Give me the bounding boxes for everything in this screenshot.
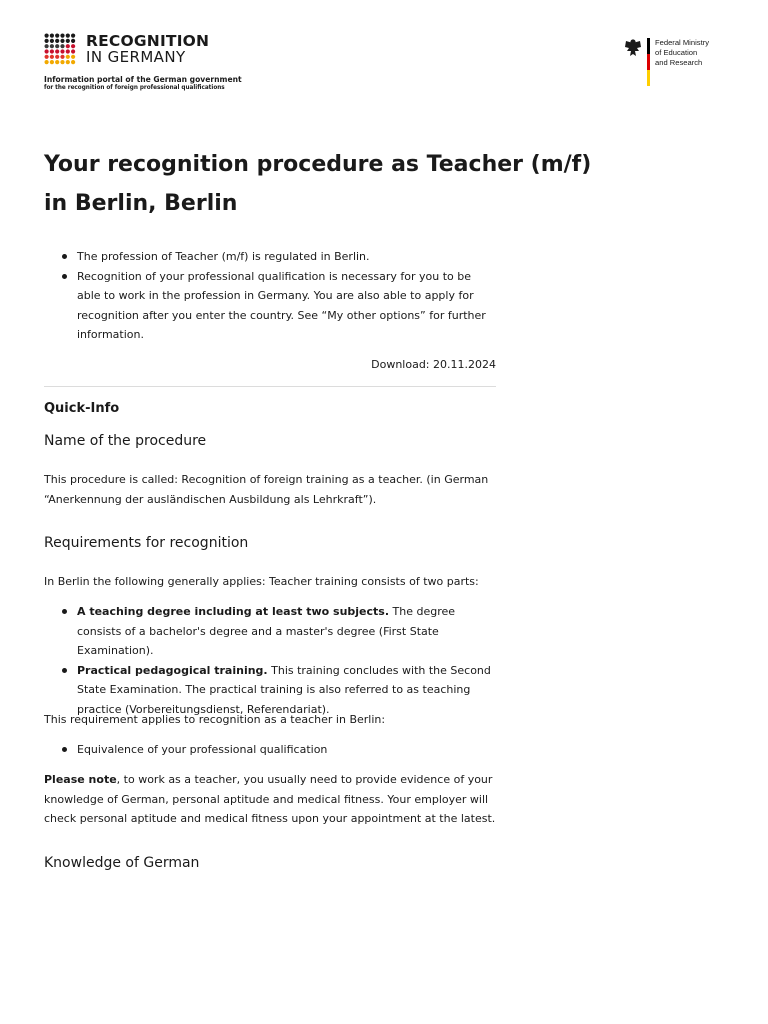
intro-list [44,247,496,345]
quick-info-heading: Quick-Info [44,401,120,416]
please-note-text: , to work as a teacher, you usually need to provide evidence of your knowledge of German, personal aptitude and medical fitness. Your employer will check personal aptitude and medical fitness upon your appointment at the latest. [44,773,496,825]
logo-dot [71,39,75,43]
logo-dot [71,49,75,53]
logo-dot [50,39,54,43]
logo-dot [45,55,49,59]
requirement-title: A teaching degree including at least two subjects. [77,605,390,618]
logo-dot [66,44,70,48]
logo-dot [60,39,64,43]
ministry-name-line: Federal Ministry [655,38,710,47]
logo-dot [50,34,54,38]
list-item: The profession of Teacher (m/f) is regulated in Berlin. [44,247,496,267]
logo-dot [71,60,75,64]
logo-dot [45,60,49,64]
please-note-paragraph [44,770,496,829]
procedure-name-heading: Name of the procedure [44,433,207,449]
logo-dot [55,60,59,64]
list-item: Recognition of your professional qualification is necessary for you to be able to work in the profession in Germany. You are also able to apply for recognition after you enter the country. See “My other options” for further information. [44,267,496,345]
logo-dot [66,55,70,59]
logo-subtitle: IN GERMANY [86,48,186,66]
dot-grid-icon [44,33,76,65]
procedure-name-text: This procedure is called: Recognition of foreign training as a teacher. (in German “Anerkennung der ausländischen Ausbildung als Lehrkraft”). [44,473,489,506]
page-title-line: in Berlin, Berlin [44,191,238,216]
ministry-logo[interactable] [620,36,730,88]
logo-dot [66,39,70,43]
logo-dot [55,44,59,48]
logo-dot [60,55,64,59]
logo-dot [45,39,49,43]
logo-dot [55,55,59,59]
logo-dot [60,44,64,48]
section-divider [44,386,496,387]
logo-dot [50,55,54,59]
logo-tagline-sub: for the recognition of foreign professional qualifications [44,85,225,91]
logo-dot [60,34,64,38]
requirements-list [44,602,502,719]
download-date: Download: 20.11.2024 [371,358,496,371]
page-title-line: Your recognition procedure as Teacher (m/f) [44,152,592,177]
requirements-heading: Requirements for recognition [44,535,249,551]
ministry-name-line: of Education [655,48,698,57]
german-flag-bar [647,38,650,86]
applies-list [44,740,496,760]
logo-dot [55,49,59,53]
logo-title: RECOGNITION [86,32,210,50]
logo-dot [45,49,49,53]
logo-dot [71,44,75,48]
knowledge-of-german-heading: Knowledge of German [44,855,200,871]
logo-dot [66,34,70,38]
please-note-label: Please note [44,773,117,786]
list-item: Equivalence of your professional qualification [44,740,496,760]
requirement-text: This training concludes with the Second State Examination. The practical training is also referred to as teaching practice (Vorbereitungsdienst, Referendariat). [77,663,491,716]
logo-dot [50,60,54,64]
page-header [0,0,768,110]
ministry-name [655,38,709,68]
applies-text: This requirement applies to recognition as a teacher in Berlin: [44,713,386,726]
requirement-title: Practical pedagogical training. [77,663,268,677]
logo-tagline-main: Information portal of the German government [44,75,242,84]
list-item [44,602,502,661]
requirements-intro: In Berlin the following generally applies: Teacher training consists of two parts: [44,575,479,588]
logo-dot [71,34,75,38]
logo-dot [50,44,54,48]
logo-dot [50,49,54,53]
logo-dot [55,39,59,43]
logo-dot [45,44,49,48]
ministry-name-line: and Research [655,58,703,67]
logo-dot [60,49,64,53]
requirement-text: The degree consists of a bachelor's degree and a master's degree (First State Examination). [77,605,456,657]
logo-dot [71,55,75,59]
page-title [44,145,644,223]
federal-eagle-icon [624,38,642,58]
logo-dot [66,49,70,53]
logo-dot [66,60,70,64]
logo-dot [45,34,49,38]
logo-dot [60,60,64,64]
logo-dot [55,34,59,38]
